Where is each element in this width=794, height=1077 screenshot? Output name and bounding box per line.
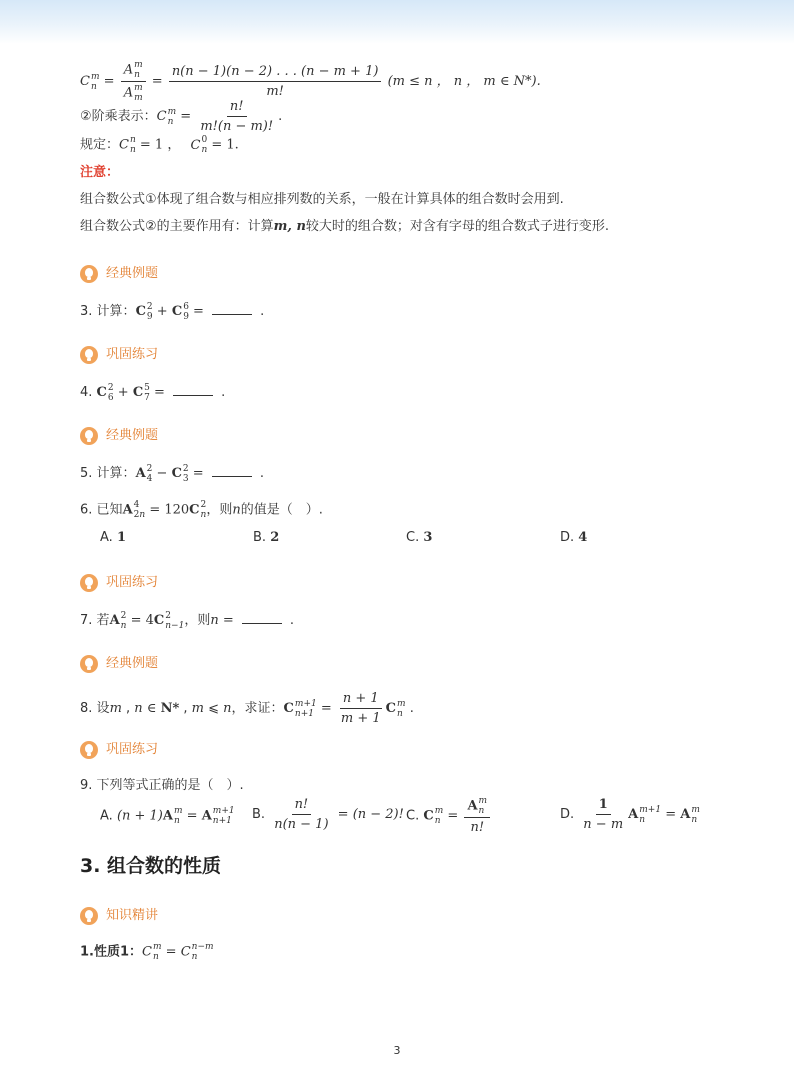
property-label: 1.性质1：: [80, 944, 143, 960]
question-6-options: [80, 528, 720, 548]
q-mid: ，则: [206, 502, 233, 518]
q-pre: 已知: [96, 502, 123, 518]
option-a[interactable]: A. 1: [100, 530, 126, 545]
section-practice-2: [80, 573, 158, 593]
q-post: 的值是（ ）.: [240, 502, 323, 518]
option-d[interactable]: D. 4: [560, 530, 588, 545]
question-5: 5. 计算：A 2 4 − C 2 3 = .: [80, 463, 264, 484]
q-mid: ，求证：: [231, 701, 284, 716]
period: .: [278, 109, 283, 124]
section-label: 巩固练习: [106, 742, 159, 757]
rule-line: 规定：C n n = 1 ， C 0 n = 1.: [80, 135, 239, 155]
q-number: 3.: [80, 304, 93, 319]
q-number: 6.: [80, 502, 93, 518]
note-line-2a: 组合数公式②的主要作用有：计算: [80, 219, 274, 234]
lightbulb-icon: [80, 655, 98, 673]
q-mid: ，则: [184, 613, 211, 628]
q-number: 8.: [80, 701, 93, 716]
section-label: 巩固练习: [106, 575, 159, 590]
question-4: 4. C 2 6 + C 5 7 = .: [80, 382, 226, 403]
section-label: 经典例题: [106, 656, 159, 671]
lightbulb-icon: [80, 907, 98, 925]
answer-blank: [212, 300, 252, 315]
section-knowledge: [80, 906, 158, 926]
q-number: 7.: [80, 613, 93, 628]
option-b[interactable]: B. 2: [253, 530, 280, 545]
lightbulb-icon: [80, 346, 98, 364]
frac-product: $\frac{n(n - 1)(n - 2) . . . (n - m + 1)}{m!}$: [169, 63, 382, 100]
header-band: [0, 0, 794, 44]
q-pre: 若: [96, 613, 110, 628]
equals: =: [103, 74, 115, 89]
option-b[interactable]: B. $\frac{n!}{n(n - 1)}$ = (n − 2)!: [252, 797, 404, 832]
combination-formula-1: C m n = A m n A m m = $\frac{n(n - 1)(n - 2) . . . (n - m + 1)}{m!}$ (m ≤ n ， n ， m ∈ N*).: [80, 60, 541, 103]
section-example-3: [80, 654, 158, 674]
section-label: 知识精讲: [106, 908, 159, 923]
section-label: 巩固练习: [106, 347, 159, 362]
frac-a-over-a: A m n A m m: [121, 60, 146, 103]
question-6: 6. 已知A 4 2n = 120C 2 n ，则n的值是（ ）.: [80, 500, 323, 520]
q-pre: 设: [96, 701, 110, 716]
q-post: .: [409, 701, 414, 716]
q-text: 下列等式正确的是（ ）.: [96, 778, 244, 793]
question-8: 8. 设m , n ∈ N* , m ⩽ n，求证：C m+1 n+1 = $\frac{n + 1}{m + 1}$ C m n .: [80, 691, 414, 726]
lightbulb-icon: [80, 741, 98, 759]
q-number: 9.: [80, 778, 93, 793]
lightbulb-icon: [80, 265, 98, 283]
section-example-2: [80, 426, 158, 446]
lightbulb-icon: [80, 574, 98, 592]
section-label: 经典例题: [106, 428, 159, 443]
property-1: 1.性质1：C m n = C n−m n: [80, 942, 214, 962]
frac-proof: $\frac{n + 1}{m + 1}$: [340, 691, 381, 726]
combination-formula-2: ②阶乘表示：C m n = $\frac{n!}{m!(n - m)!}$ .: [80, 99, 283, 134]
option-c[interactable]: C. C m n = A m n n!: [406, 796, 492, 836]
q-text: 计算：: [96, 466, 136, 481]
answer-blank: [212, 462, 252, 477]
question-9: [80, 776, 244, 796]
section-label: 经典例题: [106, 266, 159, 281]
option-d[interactable]: D. $\frac{1}{n - m}$ A m+1 n = A m n: [560, 797, 700, 832]
note-line-2b: 较大时的组合数；对含有字母的组合数式子进行变形.: [305, 219, 610, 234]
formula-c: C: [80, 74, 90, 89]
answer-blank: [242, 609, 282, 624]
section-heading-3: 3. 组合数的性质: [80, 855, 222, 877]
factorial-label: ②阶乘表示：: [80, 109, 157, 124]
rule-label: 规定：: [80, 137, 120, 153]
question-7: 7. 若A 2 n = 4C 2 n−1 ，则n = .: [80, 610, 295, 631]
lightbulb-icon: [80, 427, 98, 445]
frac-factorial: $\frac{n!}{m!(n - m)!}$: [200, 99, 274, 134]
rule-part2: = 1.: [211, 137, 239, 153]
q-number: 5.: [80, 466, 93, 481]
section-practice-3: [80, 740, 158, 760]
section-example-1: [80, 264, 158, 284]
question-9-options: [80, 796, 720, 840]
equals-2: =: [151, 74, 163, 89]
formula-condition: (m ≤ n ， n ， m ∈ N*).: [387, 74, 541, 89]
note-line-2: 组合数公式②的主要作用有：计算m, n较大时的组合数；对含有字母的组合数式子进行变形.: [80, 219, 610, 234]
q-post: .: [289, 613, 295, 628]
option-c[interactable]: C. 3: [406, 530, 433, 545]
note-title: 注意：: [80, 165, 120, 180]
option-a[interactable]: A. (n + 1)A m n = A m+1 n+1: [100, 806, 235, 826]
page-number: 3: [393, 1044, 401, 1057]
q-text: 计算：: [96, 304, 136, 319]
question-3: 3. 计算：C 2 9 + C 6 9 = .: [80, 301, 265, 322]
q-number: 4.: [80, 385, 93, 400]
answer-blank: [173, 381, 213, 396]
rule-part1: = 1 ，: [139, 137, 181, 153]
note-line-1: 组合数公式①体现了组合数与相应排列数的关系，一般在计算具体的组合数时会用到.: [80, 192, 564, 207]
section-practice-1: [80, 345, 158, 365]
